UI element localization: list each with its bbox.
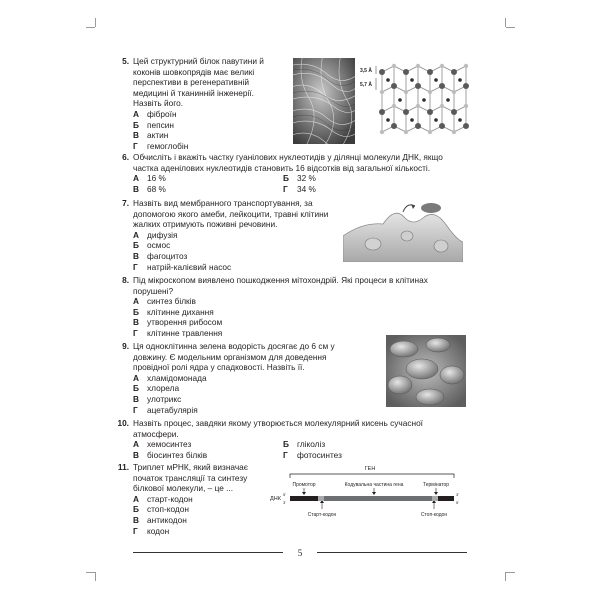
bond-length-label: 3,5 Å [360, 68, 372, 74]
gene-label: ГЕН [364, 466, 376, 472]
question-text: Цей структурний білок павутини й коконів шовкопрядів має великі перспективи в регенеративній медицині й тканинній інженерії. Назвіть його. [133, 56, 264, 109]
crop-mark-bottom-right [506, 572, 515, 573]
question-5 [122, 56, 283, 151]
question-8 [122, 275, 468, 339]
question-text: Триплет мРНК, який визначає початок трансляції та синтезу білкової молекули, – це ... [133, 462, 249, 494]
answer-option-d[interactable]: Г кодон [133, 525, 170, 536]
question-text: Назвіть процес, завдяки якому утворюється молекулярний кисень сучасної атмосфери. [133, 418, 423, 439]
green-algae-photo [386, 335, 466, 407]
answer-option-c[interactable]: В 68 % [133, 183, 166, 194]
question-11 [117, 462, 273, 536]
answer-option-c[interactable]: В антикодон [133, 514, 187, 525]
crop-mark-top-left [86, 27, 95, 28]
answer-option-d[interactable]: Г 34 % [283, 183, 316, 194]
answer-option-b[interactable]: Б 32 % [283, 173, 316, 184]
answer-option-c[interactable]: В улотрикс [133, 393, 182, 404]
answer-option-d[interactable]: Г натрій-калієвий насос [133, 261, 232, 272]
question-text: Під мікроскопом виявлено пошкодження мітохондрій. Які процеси в клітинах порушені? [133, 275, 428, 296]
answer-option-c[interactable]: В біосинтез білків [133, 449, 208, 460]
coding-region-label: Кодувальна частина гена [344, 482, 404, 488]
stop-codon-label: Стоп-кодон [420, 512, 448, 518]
five-prime-label: 5' [456, 500, 459, 505]
question-9 [122, 341, 365, 415]
start-codon-region [318, 496, 324, 501]
answer-option-a[interactable]: А синтез білків [133, 296, 196, 307]
question-text: Ця одноклітинна зелена водорість досягає до 6 см у довжину. Є модельним організмом для доведення провідної ролі ядра у спадковості. Назвіть її. [133, 341, 335, 373]
answer-option-b[interactable]: Б осмос [133, 240, 171, 251]
question-number: 9. [122, 341, 129, 351]
answer-option-d[interactable]: Г гемоглобін [133, 140, 189, 151]
crop-mark-bottom-left [95, 572, 96, 581]
crop-mark-top-right [506, 27, 515, 28]
answer-option-c[interactable]: В утворення рибосом [133, 317, 223, 328]
beta-sheet-structure-diagram [360, 58, 472, 148]
answer-option-a[interactable]: А 16 % [133, 173, 166, 184]
crop-mark-top-right [505, 18, 506, 27]
gene-structure-diagram [268, 462, 468, 532]
stop-codon-region [432, 496, 438, 501]
answer-option-d[interactable]: Г фотосинтез [283, 449, 342, 460]
answer-option-b[interactable]: Б клітинне дихання [133, 306, 214, 317]
promoter-label: Промотор [292, 482, 316, 488]
question-text: Назвіть вид мембранного транспортування, за допомогою якого амеби, лейкоцити, травні клітини жалких отримують поживні речовини. [133, 198, 329, 230]
terminator-region [438, 496, 454, 501]
answer-option-a[interactable]: А старт-кодон [133, 493, 193, 504]
bond-length-label: 5,7 Å [360, 82, 372, 88]
phagocytosis-illustration [343, 196, 463, 262]
crop-mark-top-left [95, 18, 96, 27]
question-number: 7. [122, 198, 129, 208]
silk-fiber-photo [293, 58, 355, 144]
answer-option-b[interactable]: Б пепсин [133, 119, 174, 130]
answer-option-d[interactable]: Г ацетабулярія [133, 404, 198, 415]
question-number: 11. [117, 462, 129, 472]
answer-option-c[interactable]: В фагоцитоз [133, 250, 188, 261]
answer-option-d[interactable]: Г клітинне травлення [133, 327, 223, 338]
five-prime-label: 5' [283, 492, 286, 497]
question-text: Обчисліть і вкажіть частку гуанілових нуклеотидів у ділянці молекули ДНК, якщо частка аденілових нуклеотидів становить 16 відсотків від загальної кількості. [133, 152, 443, 173]
crop-mark-bottom-right [505, 572, 506, 581]
answer-option-a[interactable]: А хламідомонада [133, 372, 207, 383]
question-number: 10. [117, 418, 129, 428]
answer-option-a[interactable]: А хемосинтез [133, 439, 192, 450]
dna-label: ДНК [270, 496, 281, 502]
start-codon-label: Старт-кодон [307, 512, 337, 518]
answer-option-b[interactable]: Б гліколіз [283, 439, 326, 450]
question-6 [122, 152, 468, 194]
answer-option-a[interactable]: А фіброїн [133, 108, 177, 119]
question-number: 8. [122, 275, 129, 285]
promoter-region [290, 496, 318, 501]
three-prime-label: 3' [456, 492, 459, 497]
question-7 [122, 198, 331, 272]
answer-option-a[interactable]: А дифузія [133, 229, 178, 240]
question-number: 5. [122, 56, 129, 66]
question-number: 6. [122, 152, 129, 162]
answer-option-b[interactable]: Б хлорела [133, 383, 180, 394]
crop-mark-bottom-left [86, 572, 95, 573]
answer-option-c[interactable]: В актин [133, 130, 169, 141]
terminator-label: Термінатор [422, 482, 450, 488]
page-number: 5 [297, 548, 303, 558]
question-10 [117, 418, 468, 460]
three-prime-label: 3' [283, 500, 286, 505]
answer-option-b[interactable]: Б стоп-кодон [133, 504, 189, 515]
